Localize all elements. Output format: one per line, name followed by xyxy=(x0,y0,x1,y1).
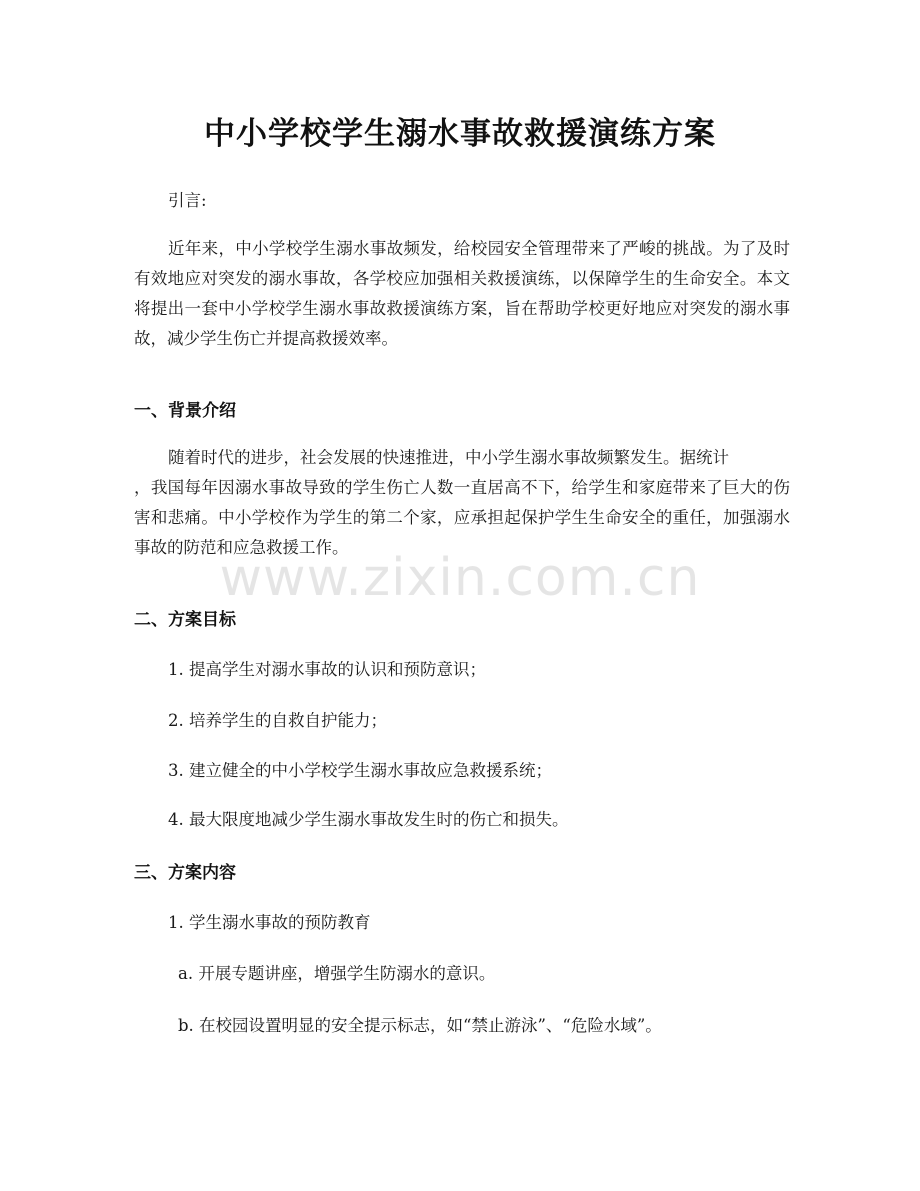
section-heading-goals: 二、方案目标 xyxy=(134,610,236,630)
goal-item-3: 3. 建立健全的中小学校学生溺水事故应急救援系统； xyxy=(168,761,552,780)
goal-item-2: 2. 培养学生的自救自护能力； xyxy=(168,711,387,730)
section-heading-content: 三、方案内容 xyxy=(134,863,236,883)
goal-item-4: 4. 最大限度地减少学生溺水事故发生时的伤亡和损失。 xyxy=(168,810,569,829)
document-title: 中小学校学生溺水事故救援演练方案 xyxy=(204,116,716,152)
background-paragraph xyxy=(134,443,790,563)
intro-paragraph: 近年来，中小学校学生溺水事故频发，给校园安全管理带来了严峻的挑战。为了及时有效地应对突发的溺水事故，各学校应加强相关救援演练，以保障学生的生命安全。本文将提出一套中小学校学生溺水事故救援演练方案，旨在帮助学校更好地应对突发的溺水事故，减少学生伤亡并提高救援效率。 xyxy=(134,239,790,348)
content-subitem-a: a. 开展专题讲座，增强学生防溺水的意识。 xyxy=(178,964,496,983)
section-heading-background: 一、背景介绍 xyxy=(134,401,236,421)
goal-item-1: 1. 提高学生对溺水事故的认识和预防意识； xyxy=(168,660,486,679)
intro-label: 引言: xyxy=(168,191,207,210)
content-item-1: 1. 学生溺水事故的预防教育 xyxy=(168,913,371,932)
background-paragraph-line1: 随着时代的进步，社会发展的快速推进，中小学生溺水事故频繁发生。据统计 xyxy=(168,448,729,467)
watermark: www.zixin.com.cn xyxy=(219,548,701,608)
content-subitem-b: b. 在校园设置明显的安全提示标志，如“禁止游泳”、“危险水域”。 xyxy=(178,1016,662,1035)
background-paragraph-rest: ，我国每年因溺水事故导致的学生伤亡人数一直居高不下，给学生和家庭带来了巨大的伤害和悲痛。中小学校作为学生的第二个家，应承担起保护学生生命安全的重任，加强溺水事故的防范和应急救援工作。 xyxy=(134,478,790,557)
